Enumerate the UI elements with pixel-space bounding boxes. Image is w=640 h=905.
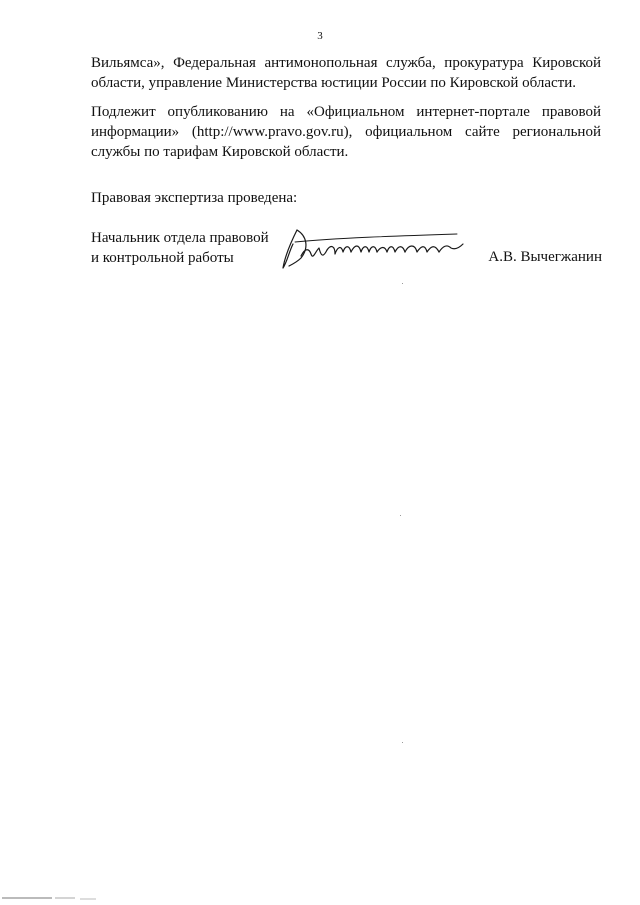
scan-speck xyxy=(402,742,403,743)
paragraph-line: области, управление Министерства юстиции России по Кировской области. xyxy=(91,75,577,91)
paragraph-line: Вильямса», Федеральная антимонопольная служба, прокуратура Кировской xyxy=(91,55,601,71)
scan-speck xyxy=(400,515,401,516)
paragraph-line: Подлежит опубликованию на «Официальном интернет-портале правовой xyxy=(91,104,601,120)
handwritten-signature xyxy=(275,222,465,274)
scan-speck xyxy=(402,283,403,284)
paragraph-line: информации» (http://www.pravo.gov.ru), официальном сайте региональной xyxy=(91,124,601,140)
signer-position-line: и контрольной работы xyxy=(91,250,234,266)
paragraph-line: службы по тарифам Кировской области. xyxy=(91,144,349,160)
scan-edge-mark xyxy=(0,896,100,902)
signer-position xyxy=(91,228,269,268)
signer-position-line: Начальник отдела правовой xyxy=(91,230,269,246)
page-number: 3 xyxy=(317,30,323,42)
paragraph-publication xyxy=(91,102,601,162)
signer-name: А.В. Вычегжанин xyxy=(488,249,602,265)
paragraph-distribution xyxy=(91,53,601,93)
expertise-note: Правовая экспертиза проведена: xyxy=(91,190,298,206)
